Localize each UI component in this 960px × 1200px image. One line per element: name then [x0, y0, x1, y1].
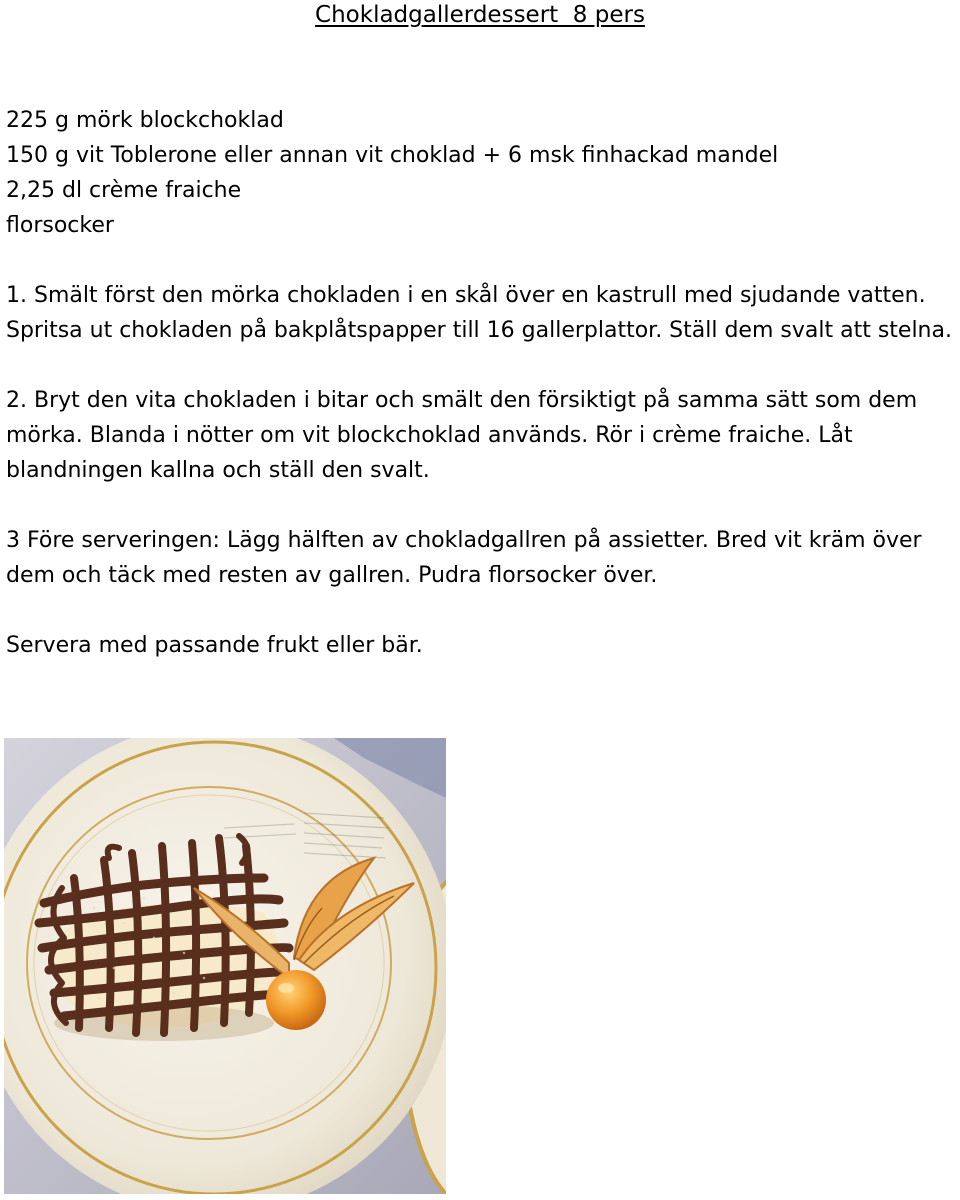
ingredient-item: 225 g mörk blockchoklad	[6, 108, 284, 133]
physalis-berry	[266, 970, 326, 1030]
ingredient-list	[6, 103, 956, 243]
ingredient-item: 2,25 dl crème fraiche	[6, 178, 242, 203]
ingredient-item: florsocker	[6, 213, 114, 238]
dessert-photo	[4, 738, 446, 1194]
step-2: 2. Bryt den vita chokladen i bitar och smält den försiktigt på samma sätt som dem mörka. Blanda i nötter om vit blockchoklad används. Rör i crème fraiche. Låt blandningen kallna och ställ den svalt.	[6, 388, 918, 483]
serving-suggestion: Servera med passande frukt eller bär.	[6, 633, 423, 658]
step-3: 3 Före serveringen: Lägg hälften av chokladgallren på assietter. Bred vit kräm över dem och täck med resten av gallren. Pudra florsocker över.	[6, 528, 922, 588]
recipe-body	[6, 103, 956, 698]
page-title: Chokladgallerdessert 8 pers	[315, 2, 645, 28]
ingredient-item: 150 g vit Toblerone eller annan vit choklad + 6 msk finhackad mandel	[6, 143, 779, 168]
step-1: 1. Smält först den mörka chokladen i en skål över en kastrull med sjudande vatten. Spritsa ut chokladen på bakplåtspapper till 16 gallerplattor. Ställ dem svalt att stelna.	[6, 283, 952, 343]
